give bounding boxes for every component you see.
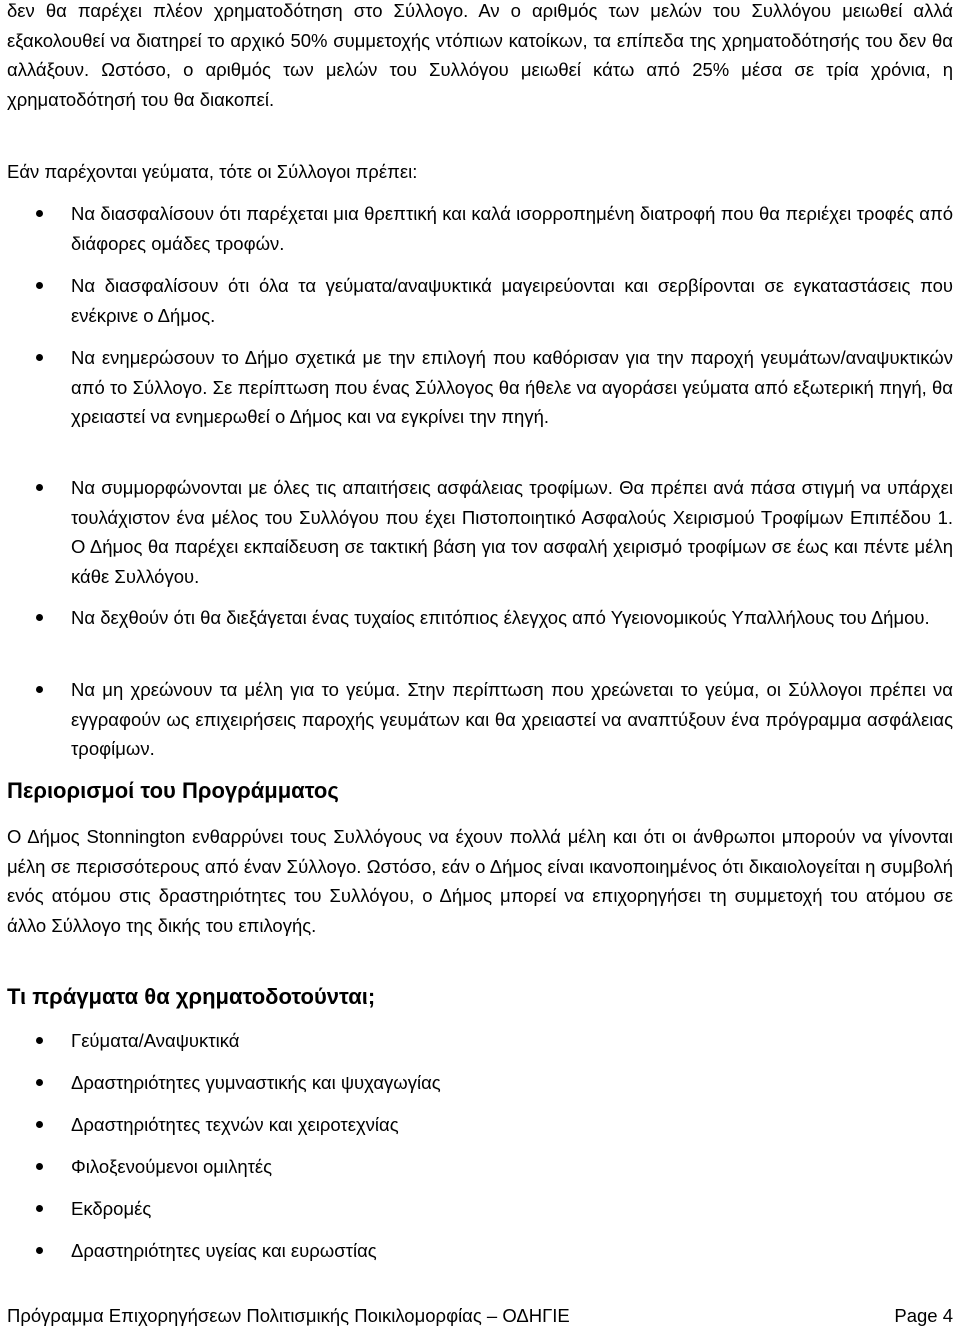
bullet-icon: [36, 1037, 43, 1044]
list-item-text: Δραστηριότητες γυμναστικής και ψυχαγωγίας: [71, 1072, 441, 1093]
footer-title: Πρόγραμμα Επιχορηγήσεων Πολιτισμικής Ποικιλομορφίας – ΟΔΗΓΙΕ: [7, 1305, 570, 1326]
bullet-icon: [36, 686, 43, 693]
intro-paragraph: δεν θα παρέχει πλέον χρηματοδότηση στο Σύλλογο. Αν ο αριθμός των μελών του Συλλόγου μειωθεί αλλά εξακολουθεί να διατηρεί το αρχικό 50% συμμετοχής ντόπιων κατοίκων, τα επίπεδα της χρηματοδότησής του δεν θα αλλάξουν. Ωστόσο, ο αριθμός των μελών του Συλλόγου μειωθεί κάτω από 25% μέσα σε τρία χρόνια, η χρηματοδότησή του θα διακοπεί.: [7, 0, 953, 110]
list-item-text: Να διασφαλίσουν ότι παρέχεται μια θρεπτική και καλά ισορροπημένη διατροφή που θα περιέχει τροφές από διάφορες ομάδες τροφών.: [71, 203, 953, 254]
list-item-text: Να διασφαλίσουν ότι όλα τα γεύματα/αναψυκτικά μαγειρεύονται και σερβίρονται σε εγκαταστάσεις που ενέκρινε ο Δήμος.: [71, 275, 953, 326]
restrictions-paragraph: Ο Δήμος Stonnington ενθαρρύνει τους Συλλόγους να έχουν πολλά μέλη και ότι οι άνθρωποι μπορούν να γίνονται μέλη σε περισσότερους από έναν Σύλλογο. Ωστόσο, εάν ο Δήμος είναι ικανοποιημένος ότι δικαιολογείται η συμβολή ενός ατόμου στις δραστηριότητες του Συλλόγου, ο Δήμος μπορεί να επιχορηγήσει τη συμμετοχή του ατόμου σε άλλο Σύλλογο της δικής του επιλογής.: [7, 826, 953, 936]
bullet-icon: [36, 1079, 43, 1086]
bullet-icon: [36, 1247, 43, 1254]
bullet-icon: [36, 1121, 43, 1128]
funded-heading: Τι πράγματα θα χρηματοδοτούνται;: [7, 984, 376, 1009]
bullet-icon: [36, 614, 43, 621]
page-number: Page 4: [894, 1305, 953, 1326]
list-item-text: Δραστηριότητες υγείας και ευρωστίας: [71, 1240, 377, 1261]
list-item-text: Δραστηριότητες τεχνών και χειροτεχνίας: [71, 1114, 399, 1135]
list-item-text: Φιλοξενούμενοι ομιλητές: [71, 1156, 273, 1177]
list-item-text: Να συμμορφώνονται με όλες τις απαιτήσεις ασφάλειας τροφίμων. Θα πρέπει ανά πάσα στιγμή να υπάρχει τουλάχιστον ένα μέλος του Συλλόγου που έχει Πιστοποιητικό Ασφαλούς Χειρισμού Τροφίμων Επιπέδου 1. Ο Δήμος θα παρέχει εκπαίδευση σε τακτική βάση για τον ασφαλή χειρισμό τροφίμων σε έως και πέντε μέλη κάθε Συλλόγου.: [71, 477, 953, 587]
restrictions-heading: Περιορισμοί του Προγράμματος: [7, 778, 339, 803]
meals-lead-text: Εάν παρέχονται γεύματα, τότε οι Σύλλογοι πρέπει:: [7, 161, 418, 182]
list-item-text: Να δεχθούν ότι θα διεξάγεται ένας τυχαίος επιτόπιος έλεγχος από Υγειονομικούς Υπαλλήλους του Δήμου.: [71, 607, 930, 628]
bullet-icon: [36, 1205, 43, 1212]
list-item-text: Να ενημερώσουν το Δήμο σχετικά με την επιλογή που καθόρισαν για την παροχή γευμάτων/αναψυκτικών από το Σύλλογο. Σε περίπτωση που ένας Σύλλογος θα ήθελε να αγοράσει γεύματα από εξωτερική πηγή, θα χρειαστεί να ενημερωθεί ο Δήμος και να εγκρίνει την πηγή.: [71, 347, 953, 427]
bullet-icon: [36, 282, 43, 289]
bullet-icon: [36, 1163, 43, 1170]
bullet-icon: [36, 354, 43, 361]
bullet-icon: [36, 210, 43, 217]
bullet-icon: [36, 484, 43, 491]
list-item-text: Γεύματα/Αναψυκτικά: [71, 1030, 240, 1051]
list-item-text: Εκδρομές: [71, 1198, 152, 1219]
list-item-text: Να μη χρεώνουν τα μέλη για το γεύμα. Στην περίπτωση που χρεώνεται το γεύμα, οι Σύλλογοι πρέπει να εγγραφούν ως επιχειρήσεις παροχής γευμάτων και θα χρειαστεί να αναπτύξουν ένα πρόγραμμα ασφάλειας τροφίμων.: [71, 679, 953, 759]
